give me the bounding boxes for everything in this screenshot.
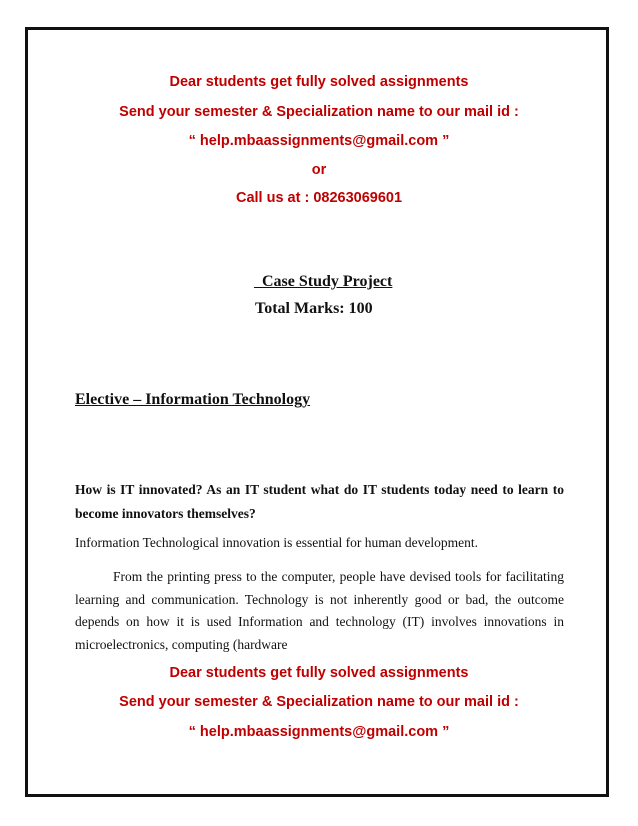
promo-bottom-email: “ help.mbaassignments@gmail.com ” [188, 724, 450, 740]
body-paragraph-2: From the printing press to the computer, people have devised tools for facilitating learning and communication. Technology is not inherently good or bad, the outcome depends on how it is used Information and technology (IT) involves innovations in microelectronics, computing (hardware [75, 569, 564, 652]
body-paragraph-1: Information Technological innovation is essential for human development. [75, 535, 478, 550]
promo-top-email: “ help.mbaassignments@gmail.com ” [188, 133, 450, 149]
promo-bottom-line-2: Send your semester & Specialization name to our mail id : [119, 694, 519, 710]
question-text: How is IT innovated? As an IT student what do IT students today need to learn to become innovators themselves? [75, 482, 564, 521]
promo-bottom-line-1: Dear students get fully solved assignments [169, 665, 469, 681]
promo-top-or: or [311, 162, 327, 178]
total-marks: Total Marks: 100 [255, 300, 373, 317]
promo-top-line-2: Send your semester & Specialization name to our mail id : [119, 104, 519, 120]
case-study-title: Case Study Project [254, 273, 393, 290]
promo-top-line-1: Dear students get fully solved assignments [169, 74, 469, 90]
elective-heading: Elective – Information Technology [75, 391, 311, 408]
promo-top-phone: Call us at : 08263069601 [235, 190, 403, 206]
